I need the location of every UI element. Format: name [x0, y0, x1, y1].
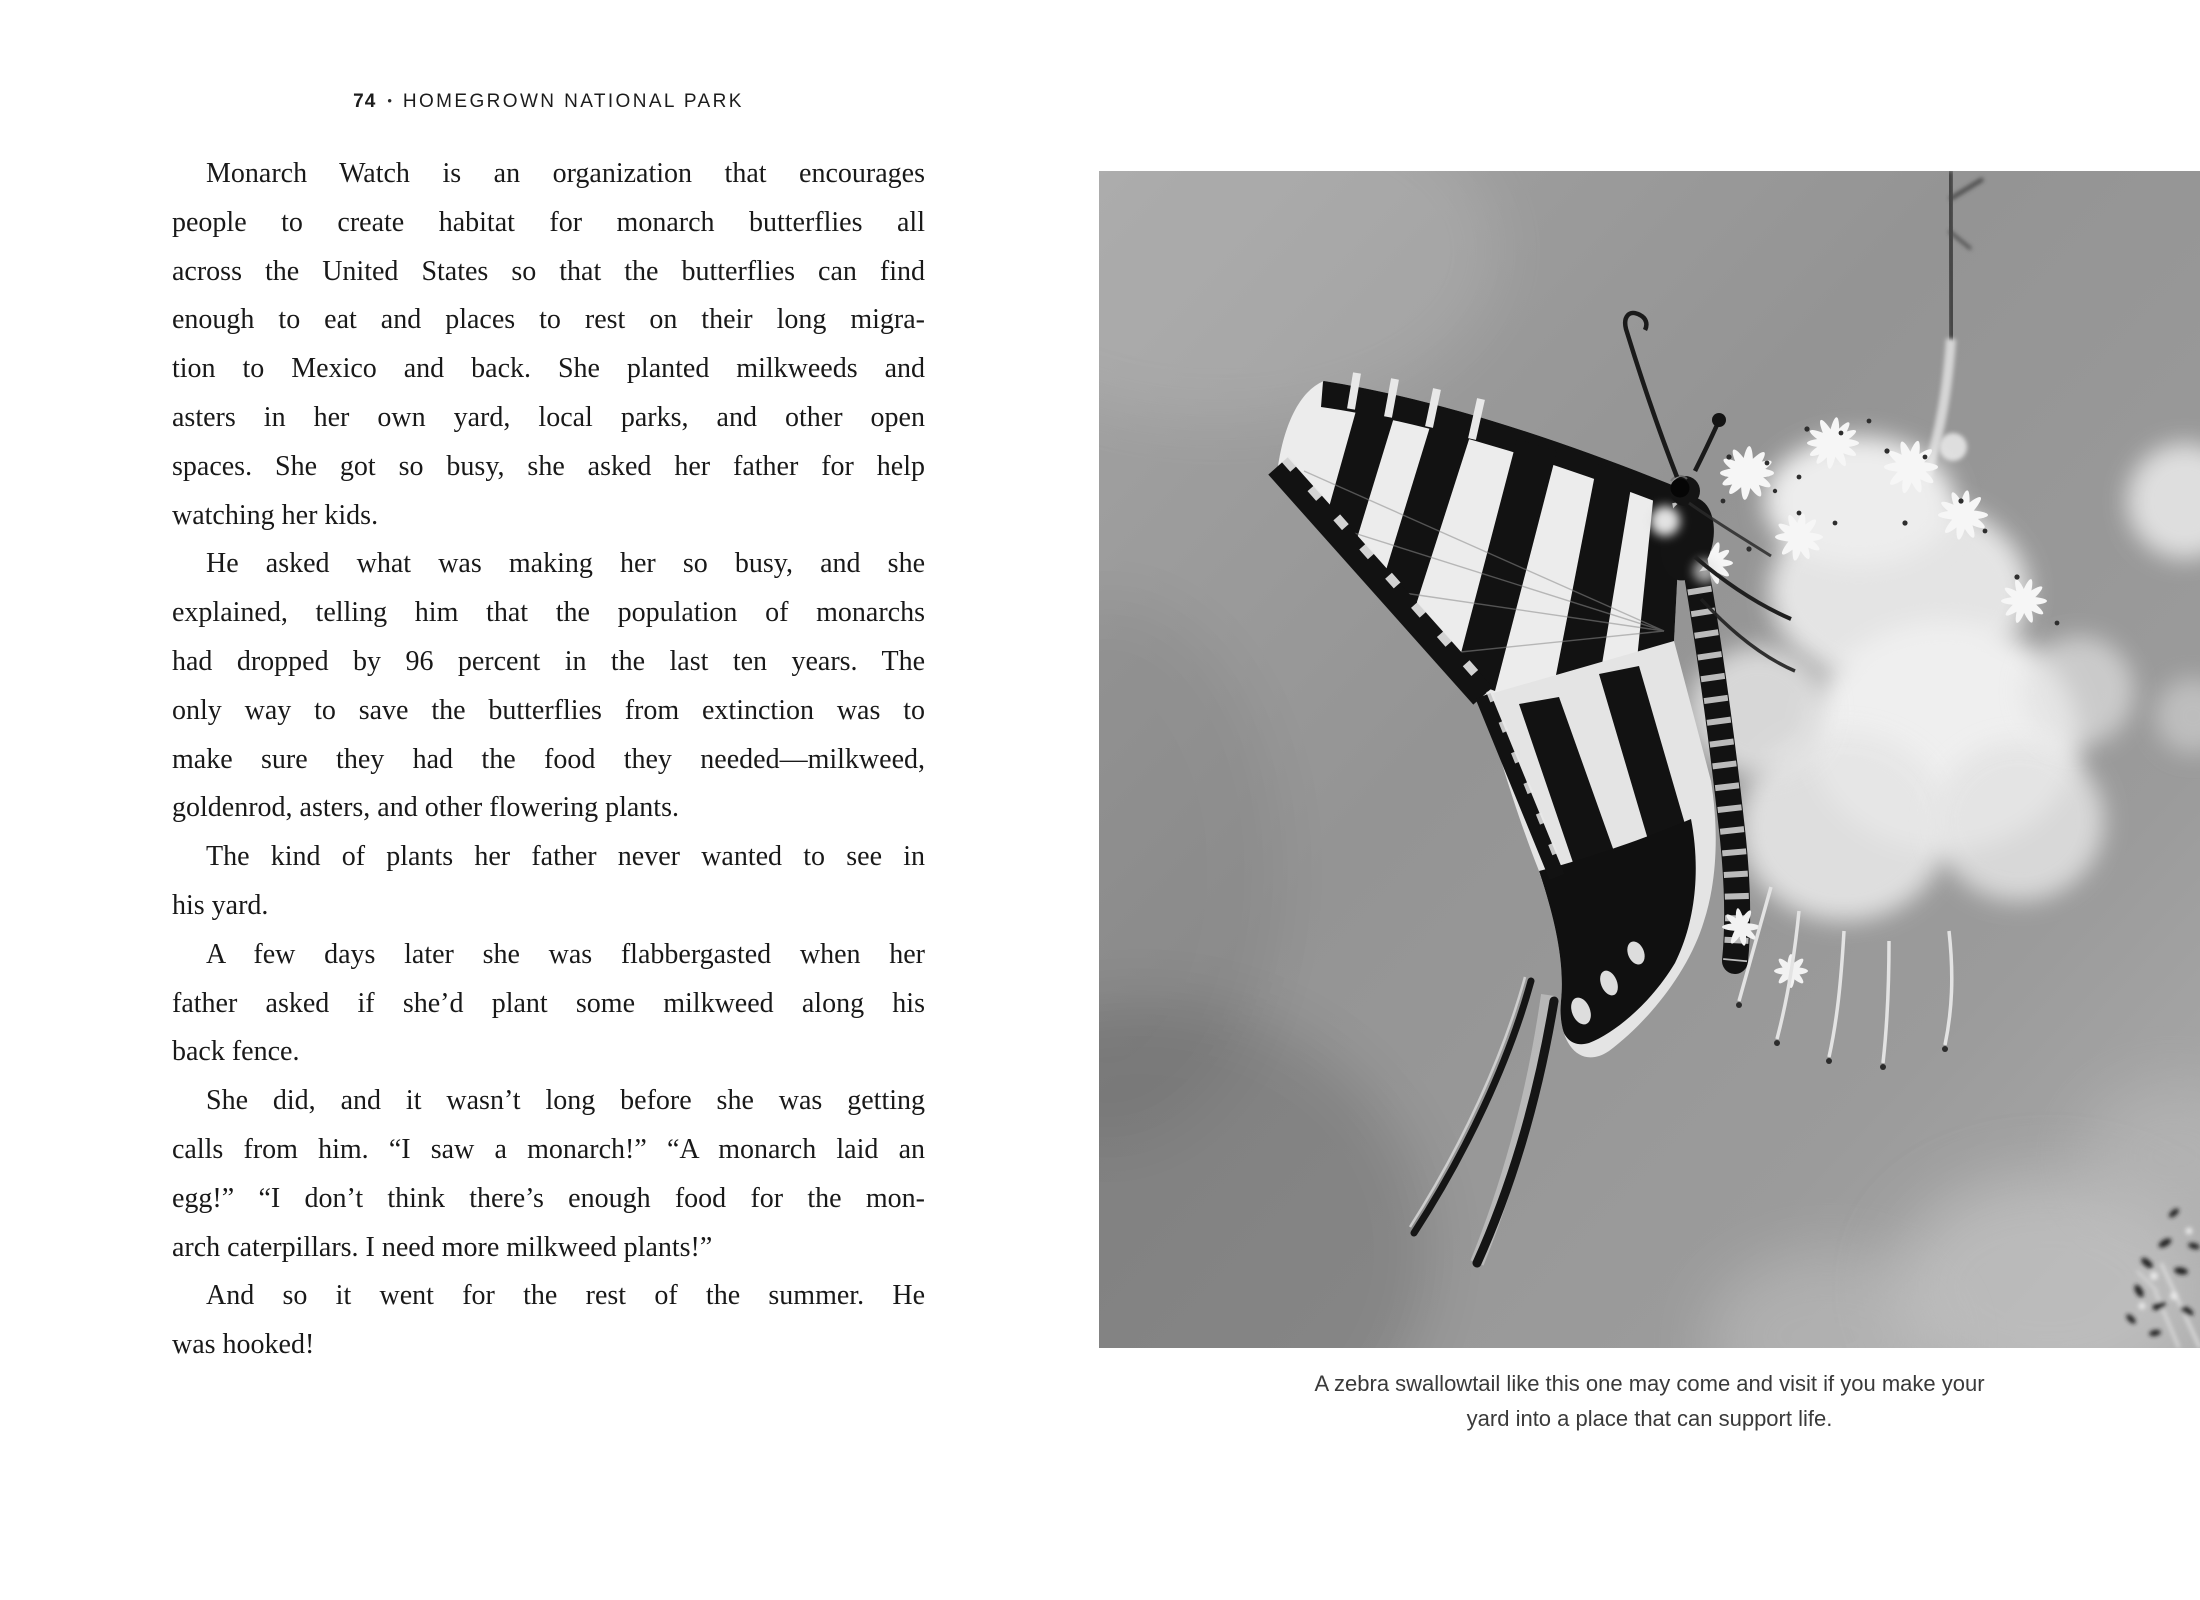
- body-text-line: explained, telling him that the population of monarchs: [172, 597, 925, 629]
- body-text-line: A few days later she was flabbergasted when her: [206, 938, 925, 970]
- body-text-line: tion to Mexico and back. She planted milkweeds and: [172, 353, 925, 385]
- photo-caption-line: A zebra swallowtail like this one may come and visit if you make your: [1314, 1371, 1985, 1396]
- body-text-line: had dropped by 96 percent in the last ten years. The: [172, 645, 925, 677]
- body-text-line: was hooked!: [172, 1329, 315, 1361]
- body-text-line: across the United States so that the butterflies can find: [172, 255, 925, 287]
- header-separator: •: [387, 93, 392, 108]
- body-text-line: asters in her own yard, local parks, and other open: [172, 401, 925, 433]
- body-text-line: people to create habitat for monarch butterflies all: [172, 206, 925, 238]
- body-text-line: Monarch Watch is an organization that encourages: [206, 158, 925, 189]
- photo-figure: [1099, 171, 2200, 1348]
- body-text-line: back fence.: [172, 1036, 300, 1068]
- butterfly-photo-image: [1099, 171, 2200, 1348]
- body-text-line: The kind of plants her father never wanted to see in: [206, 841, 925, 873]
- body-text-line: make sure they had the food they needed—milkweed,: [172, 743, 925, 775]
- page-header: [172, 90, 925, 113]
- page-number: 74: [353, 91, 377, 112]
- body-text-line: arch caterpillars. I need more milkweed plants!”: [172, 1231, 713, 1263]
- running-title: HOMEGROWN NATIONAL PARK: [402, 91, 744, 112]
- body-text-line: enough to eat and places to rest on their long migra-: [172, 304, 925, 336]
- butterfly-eye: [1671, 479, 1690, 498]
- body-text-line: He asked what was making her so busy, and she: [206, 548, 925, 580]
- photo-caption-line: yard into a place that can support life.: [1466, 1406, 1833, 1431]
- body-text-line: his yard.: [172, 889, 269, 921]
- body-text-line: watching her kids.: [172, 499, 379, 531]
- body-text-line: egg!” “I don’t think there’s enough food for the mon-: [172, 1182, 925, 1214]
- body-text-line: father asked if she’d plant some milkweed along his: [172, 987, 925, 1019]
- body-text-line: And so it went for the rest of the summer. He: [206, 1280, 925, 1312]
- photo-caption: [1099, 1366, 2200, 1436]
- body-text-line: only way to save the butterflies from extinction was to: [172, 694, 925, 726]
- body-text-column: [172, 150, 925, 1370]
- body-text-line: calls from him. “I saw a monarch!” “A monarch laid an: [172, 1133, 925, 1165]
- body-text-line: spaces. She got so busy, she asked her father for help: [172, 450, 925, 482]
- body-text-line: goldenrod, asters, and other flowering plants.: [172, 792, 679, 824]
- body-text-line: She did, and it wasn’t long before she was getting: [206, 1085, 925, 1117]
